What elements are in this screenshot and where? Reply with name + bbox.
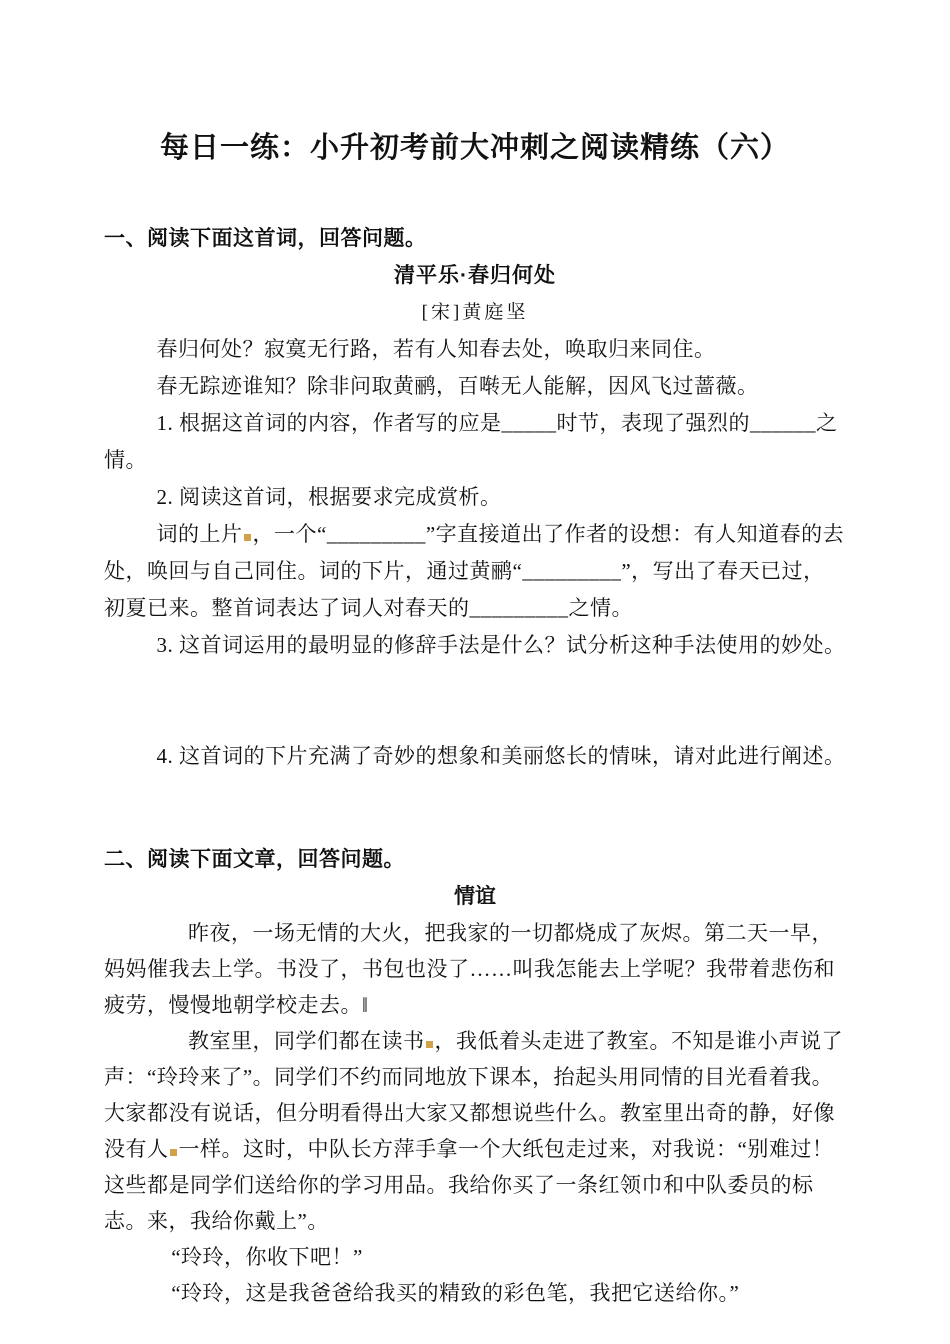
paragraph-text: 一样。这时，中队长方萍手拿一个大纸包走过来，对我说：“别难过！这些都是同学们送给你的学习用品。我给你买了一条红领巾和中队委员的标志。来，我给你戴上”。 [104, 1137, 834, 1233]
article-paragraph-1: 昨夜，一场无情的大火，把我家的一切都烧成了灰烬。第二天一早，妈妈催我去上学。书没了，书包也没了……叫我怎能去上学呢？我带着悲伤和疲劳，慢慢地朝学校走去。‖ [104, 921, 835, 1017]
question-2-analysis [104, 516, 846, 627]
proof-mark [244, 534, 251, 541]
paragraph-text: 教室里，同学们都在读书 [188, 1029, 425, 1053]
article-title: 情谊 [454, 885, 496, 908]
paragraph-text: ，我低着头走进了教室。不知是谁小声说了声：“玲玲来了”。同学们不约而同地放下课本，抬起头用同情的目光看着我。大家都没有说话，但分明看得出大家又都想说些什么。教室里出奇的静，好像没有人 [104, 1029, 843, 1161]
article-paragraph-3: “玲玲，你收下吧！” [171, 1245, 363, 1269]
section-2-heading: 二、阅读下面文章，回答问题。 [104, 848, 405, 871]
question-1: 1. 根据这首词的内容，作者写的应是_____时节，表现了强烈的______之情。 [104, 411, 838, 472]
analysis-text: 词的上片 [156, 522, 243, 546]
analysis-text: ，一个“_________”字直接道出了作者的设想：有人知道春的去处，唤回与自己同住。词的下片，通过黄鹂“_________”，写出了春天已过，初夏已来。整首词表达了词人对春天的_________之情。 [104, 522, 845, 620]
article-paragraph-2 [104, 1023, 846, 1239]
poem-author: [宋]黄庭坚 [421, 302, 529, 323]
proof-mark [170, 1149, 177, 1156]
poem-line: 春归何处？寂寞无行路，若有人知春去处，唤取归来同住。 [156, 337, 716, 361]
section-article [104, 841, 846, 1311]
question-3: 3. 这首词运用的最明显的修辞手法是什么？试分析这种手法使用的妙处。 [156, 633, 846, 657]
proof-mark [426, 1041, 433, 1048]
poem-line: 春无踪迹谁知？除非问取黄鹂，百啭无人能解，因风飞过蔷薇。 [156, 374, 759, 398]
question-2: 2. 阅读这首词，根据要求完成赏析。 [156, 485, 502, 509]
poem-title: 清平乐·春归何处 [394, 264, 556, 287]
question-4: 4. 这首词的下片充满了奇妙的想象和美丽悠长的情味，请对此进行阐述。 [156, 744, 846, 768]
article-paragraph-4: “玲玲，这是我爸爸给我买的精致的彩色笔，我把它送给你。” [171, 1281, 740, 1305]
document-title: 每日一练：小升初考前大冲刺之阅读精练（六） [159, 132, 790, 164]
section-1-heading: 一、阅读下面这首词，回答问题。 [104, 227, 427, 250]
section-poem [104, 220, 846, 775]
